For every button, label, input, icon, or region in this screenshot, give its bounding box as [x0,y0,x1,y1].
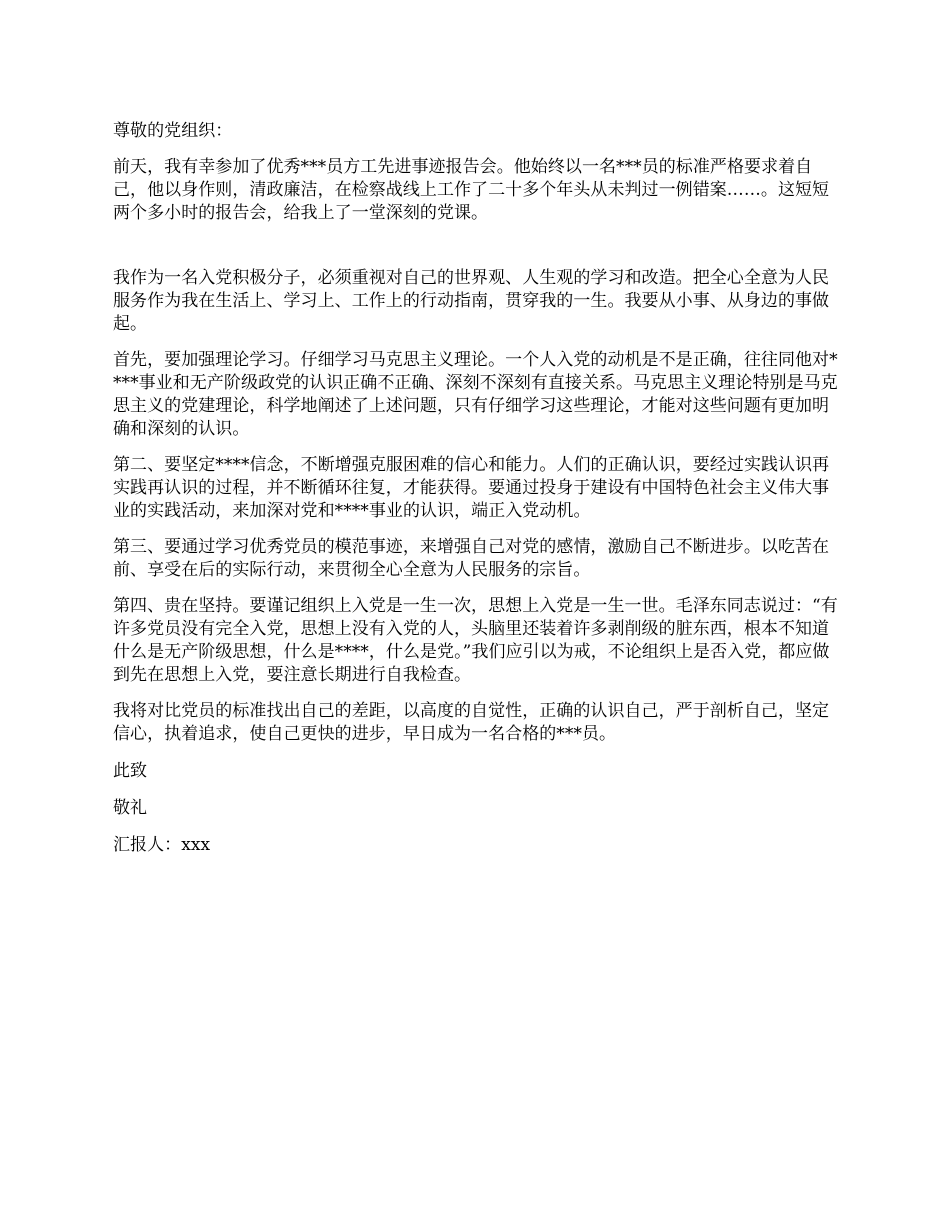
blank-gap [113,225,839,267]
signature: 汇报人：xxx [113,835,211,855]
paragraph-theory-study: 首先，要加强理论学习。仔细学习马克思主义理论。一个人入党的动机是不是正确，往往同他对****事业和无产阶级政党的认识正确不正确、深刻不深刻有直接关系。马克思主义理论特别是马克思主义的党建理论，科学地阐述了上述问题，只有仔细学习这些理论，才能对这些问题有更加明确和深刻的认识。 [113,350,838,439]
paragraph-persistence: 第四、贵在坚持。要谨记组织上入党是一生一次，思想上入党是一生一世。毛泽东同志说过：“有许多党员没有完全入党，思想上没有入党的人，头脑里还装着许多剥削级的脏东西，根本不知道什么是无产阶级思想，什么是****，什么是党。”我们应引以为戒，不论组织上是否入党，都应做到先在思想上入党，要注意长期进行自我检查。 [113,596,838,685]
paragraph-activist-commitment: 我作为一名入党积极分子，必须重视对自己的世界观、人生观的学习和改造。把全心全意为人民服务作为我在生活上、学习上、工作上的行动指南，贯穿我的一生。我要从小事、从身边的事做起。 [113,268,830,334]
paragraph-report-meeting: 前天，我有幸参加了优秀***员方工先进事迹报告会。他始终以一名***员的标准严格要求着自己，他以身作则，清政廉洁，在检察战线上工作了二十多个年头从未判过一例错案……。这短短两个多小时的报告会，给我上了一堂深刻的党课。 [113,157,830,223]
closing-greeting: 此致 [113,761,148,781]
paragraph-model-deeds: 第三、要通过学习优秀党员的模范事迹，来增强自己对党的感情，激励自己不断进步。以吃苦在前、享受在后的实际行动，来贯彻全心全意为人民服务的宗旨。 [113,537,830,580]
paragraph-self-reflection: 我将对比党员的标准找出自己的差距，以高度的自觉性，正确的认识自己，严于剖析自己，坚定信心，执着追求，使自己更快的进步，早日成为一名合格的***员。 [113,701,830,744]
document-body [113,120,839,857]
paragraph-firm-belief: 第二、要坚定****信念，不断增强克服困难的信心和能力。人们的正确认识，要经过实践认识再实践再认识的过程，并不断循环往复，才能获得。要通过投身于建设有中国特色社会主义伟大事业的实践活动，来加深对党和****事业的认识，端正入党动机。 [113,455,830,521]
closing-salute: 敬礼 [113,798,148,818]
salutation: 尊敬的党组织： [113,121,233,141]
